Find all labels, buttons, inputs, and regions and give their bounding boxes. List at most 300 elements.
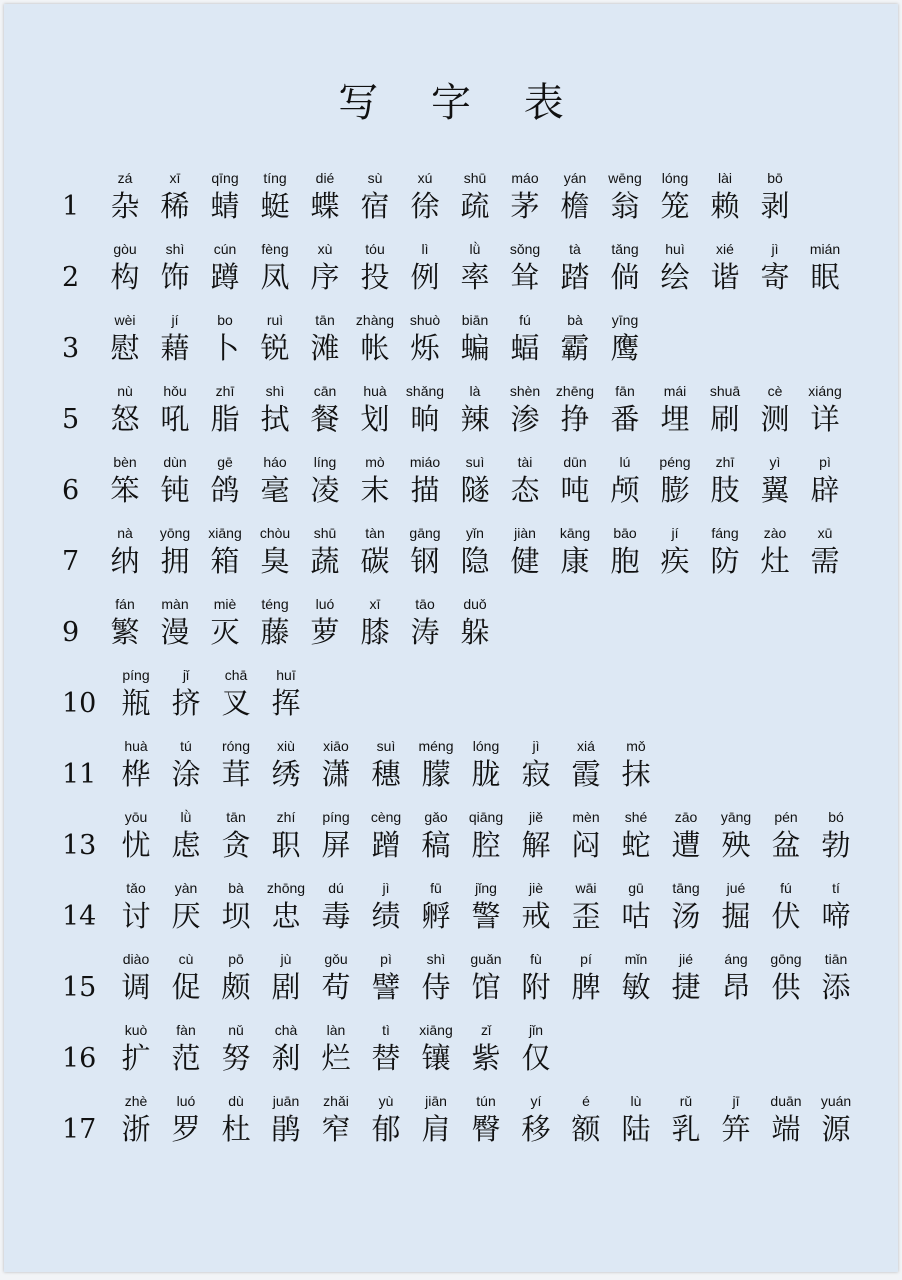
hanzi: 寂	[521, 757, 551, 791]
character-row	[62, 304, 650, 366]
pinyin: jué	[726, 880, 746, 896]
pinyin: xī	[169, 170, 181, 186]
pinyin: gāng	[409, 525, 441, 541]
pinyin: mái	[663, 383, 687, 399]
character-cell	[761, 1093, 811, 1147]
character-cell	[250, 454, 300, 508]
pinyin: tān	[226, 809, 246, 825]
pinyin: wèi	[114, 312, 136, 328]
character-cell	[261, 738, 311, 792]
character-cell	[400, 312, 450, 366]
character-list	[100, 170, 800, 224]
pinyin: bāo	[613, 525, 637, 541]
hanzi: 剧	[271, 970, 301, 1004]
character-cell	[211, 1093, 261, 1147]
pinyin: tíng	[263, 170, 287, 186]
pinyin: shuò	[409, 312, 441, 328]
character-list	[111, 1093, 861, 1147]
pinyin: fū	[430, 880, 442, 896]
character-cell	[200, 383, 250, 437]
character-cell	[111, 880, 161, 934]
hanzi: 赖	[710, 189, 740, 223]
pinyin: zhī	[215, 383, 235, 399]
character-cell	[511, 1022, 561, 1076]
character-cell	[600, 170, 650, 224]
hanzi: 饰	[160, 260, 190, 294]
lesson-number: 15	[62, 972, 97, 1003]
hanzi: 膝	[360, 615, 390, 649]
hanzi: 踏	[560, 260, 590, 294]
character-cell	[611, 738, 661, 792]
hanzi: 躲	[460, 615, 490, 649]
pinyin: pō	[228, 951, 244, 967]
character-cell	[800, 454, 850, 508]
hanzi: 瓶	[121, 686, 151, 720]
character-cell	[400, 596, 450, 650]
hanzi: 稿	[421, 828, 451, 862]
pinyin: nǔ	[228, 1022, 244, 1038]
character-cell	[311, 1022, 361, 1076]
character-cell	[500, 241, 550, 295]
character-cell	[311, 738, 361, 792]
hanzi: 脾	[571, 970, 601, 1004]
hanzi: 屏	[321, 828, 351, 862]
character-cell	[461, 880, 511, 934]
hanzi: 埋	[660, 402, 690, 436]
character-cell	[150, 525, 200, 579]
pinyin: sù	[367, 170, 383, 186]
hanzi: 挣	[560, 402, 590, 436]
pinyin: zhǎi	[323, 1093, 349, 1109]
hanzi: 辣	[460, 402, 490, 436]
pinyin: pì	[819, 454, 831, 470]
character-cell	[311, 880, 361, 934]
pinyin: xiá	[577, 738, 595, 754]
pinyin: zhī	[715, 454, 735, 470]
character-cell	[200, 596, 250, 650]
character-cell	[800, 525, 850, 579]
character-list	[100, 454, 850, 508]
hanzi: 凤	[260, 260, 290, 294]
hanzi: 蝶	[310, 189, 340, 223]
hanzi: 藤	[260, 615, 290, 649]
pinyin: dūn	[563, 454, 587, 470]
pinyin: jǐng	[475, 880, 497, 896]
pinyin: shuā	[709, 383, 741, 399]
pinyin: háo	[263, 454, 287, 470]
hanzi: 供	[771, 970, 801, 1004]
pinyin: qīng	[211, 170, 239, 186]
hanzi: 绘	[660, 260, 690, 294]
hanzi: 稀	[160, 189, 190, 223]
pinyin: xiù	[277, 738, 295, 754]
lesson-number: 2	[62, 262, 80, 293]
hanzi: 膨	[660, 473, 690, 507]
hanzi: 譬	[371, 970, 401, 1004]
pinyin: cān	[313, 383, 337, 399]
character-cell	[400, 383, 450, 437]
hanzi: 凌	[310, 473, 340, 507]
pinyin: zhí	[276, 809, 296, 825]
hanzi: 测	[760, 402, 790, 436]
hanzi: 窄	[321, 1112, 351, 1146]
character-cell	[711, 809, 761, 863]
hanzi: 替	[371, 1041, 401, 1075]
hanzi: 番	[610, 402, 640, 436]
hanzi: 附	[521, 970, 551, 1004]
pinyin: xiāng	[208, 525, 242, 541]
pinyin: cún	[213, 241, 237, 257]
hanzi: 拥	[160, 544, 190, 578]
hanzi: 霸	[560, 331, 590, 365]
character-cell	[150, 383, 200, 437]
hanzi: 鹃	[271, 1112, 301, 1146]
hanzi: 胧	[471, 757, 501, 791]
hanzi: 餐	[310, 402, 340, 436]
character-cell	[261, 951, 311, 1005]
pinyin: tì	[382, 1022, 390, 1038]
hanzi: 笄	[721, 1112, 751, 1146]
pinyin: róng	[221, 738, 251, 754]
pinyin: mǒ	[626, 738, 646, 754]
pinyin: huì	[665, 241, 685, 257]
pinyin: yīng	[611, 312, 639, 328]
hanzi: 叉	[221, 686, 251, 720]
character-cell	[361, 951, 411, 1005]
hanzi: 吨	[560, 473, 590, 507]
hanzi: 讨	[121, 899, 151, 933]
character-cell	[350, 312, 400, 366]
hanzi: 毫	[260, 473, 290, 507]
pinyin: bō	[767, 170, 783, 186]
hanzi: 郁	[371, 1112, 401, 1146]
character-cell	[661, 880, 711, 934]
character-cell	[550, 241, 600, 295]
pinyin: tún	[476, 1093, 496, 1109]
character-cell	[411, 1022, 461, 1076]
character-row	[62, 162, 800, 224]
pinyin: é	[582, 1093, 590, 1109]
character-row	[62, 588, 500, 650]
character-cell	[600, 312, 650, 366]
hanzi: 杜	[221, 1112, 251, 1146]
hanzi: 蹲	[210, 260, 240, 294]
hanzi: 笼	[660, 189, 690, 223]
character-cell	[550, 383, 600, 437]
character-row	[62, 446, 850, 508]
hanzi: 忠	[271, 899, 301, 933]
character-cell	[100, 170, 150, 224]
hanzi: 描	[410, 473, 440, 507]
hanzi: 歪	[571, 899, 601, 933]
pinyin: yàn	[174, 880, 198, 896]
pinyin: xiáng	[808, 383, 842, 399]
character-cell	[150, 170, 200, 224]
character-cell	[511, 738, 561, 792]
character-row	[62, 659, 311, 721]
character-cell	[761, 880, 811, 934]
pinyin: cù	[178, 951, 194, 967]
pinyin: lǜ	[469, 241, 481, 257]
hanzi: 划	[360, 402, 390, 436]
character-cell	[111, 809, 161, 863]
pinyin: qiāng	[468, 809, 504, 825]
hanzi: 掘	[721, 899, 751, 933]
pinyin: màn	[161, 596, 189, 612]
hanzi: 侍	[421, 970, 451, 1004]
character-cell	[161, 951, 211, 1005]
hanzi: 疾	[660, 544, 690, 578]
hanzi: 宿	[360, 189, 390, 223]
hanzi: 钝	[160, 473, 190, 507]
character-cell	[261, 667, 311, 721]
hanzi: 绩	[371, 899, 401, 933]
hanzi: 贪	[221, 828, 251, 862]
character-cell	[650, 241, 700, 295]
character-list	[100, 525, 850, 579]
hanzi: 卜	[210, 331, 240, 365]
hanzi: 需	[810, 544, 840, 578]
character-cell	[500, 312, 550, 366]
hanzi: 寄	[760, 260, 790, 294]
hanzi: 蝠	[510, 331, 540, 365]
character-cell	[150, 312, 200, 366]
character-cell	[561, 951, 611, 1005]
lesson-number: 6	[62, 475, 80, 506]
hanzi: 罗	[171, 1112, 201, 1146]
pinyin: lù	[630, 1093, 642, 1109]
hanzi: 吼	[160, 402, 190, 436]
pinyin: dú	[328, 880, 344, 896]
character-cell	[211, 809, 261, 863]
character-cell	[450, 312, 500, 366]
character-cell	[761, 951, 811, 1005]
hanzi: 遭	[671, 828, 701, 862]
hanzi: 末	[360, 473, 390, 507]
character-cell	[611, 951, 661, 1005]
pinyin: fú	[519, 312, 531, 328]
hanzi: 锐	[260, 331, 290, 365]
pinyin: miáo	[409, 454, 441, 470]
pinyin: zāo	[674, 809, 698, 825]
pinyin: fù	[530, 951, 542, 967]
hanzi: 渗	[510, 402, 540, 436]
hanzi: 序	[310, 260, 340, 294]
character-cell	[250, 383, 300, 437]
pinyin: cè	[767, 383, 783, 399]
character-cell	[211, 738, 261, 792]
pinyin: dùn	[163, 454, 187, 470]
pinyin: huī	[276, 667, 296, 683]
hanzi: 穗	[371, 757, 401, 791]
pinyin: lì	[421, 241, 429, 257]
character-cell	[200, 525, 250, 579]
character-cell	[700, 170, 750, 224]
character-cell	[750, 454, 800, 508]
pinyin: shì	[426, 951, 446, 967]
pinyin: rǔ	[679, 1093, 693, 1109]
hanzi: 肩	[421, 1112, 451, 1146]
hanzi: 翼	[760, 473, 790, 507]
hanzi: 谐	[710, 260, 740, 294]
hanzi: 绣	[271, 757, 301, 791]
pinyin: mèn	[572, 809, 600, 825]
pinyin: cèng	[370, 809, 402, 825]
pinyin: jí	[171, 312, 179, 328]
pinyin: duǒ	[463, 596, 487, 612]
pinyin: jié	[678, 951, 693, 967]
character-row	[62, 872, 861, 934]
character-cell	[650, 454, 700, 508]
pinyin: tāo	[415, 596, 435, 612]
pinyin: zhēng	[555, 383, 595, 399]
hanzi: 态	[510, 473, 540, 507]
pinyin: lǜ	[180, 809, 192, 825]
character-cell	[361, 738, 411, 792]
lesson-number: 11	[62, 759, 97, 790]
character-cell	[650, 525, 700, 579]
character-list	[100, 596, 500, 650]
pinyin: diào	[122, 951, 150, 967]
hanzi: 厌	[171, 899, 201, 933]
hanzi: 殃	[721, 828, 751, 862]
hanzi: 忧	[121, 828, 151, 862]
character-cell	[511, 1093, 561, 1147]
character-cell	[400, 170, 450, 224]
character-cell	[511, 880, 561, 934]
pinyin: jiàn	[514, 525, 536, 541]
character-cell	[450, 454, 500, 508]
character-cell	[261, 1022, 311, 1076]
character-cell	[611, 809, 661, 863]
hanzi: 颅	[610, 473, 640, 507]
pinyin: dié	[315, 170, 335, 186]
character-cell	[561, 1093, 611, 1147]
character-cell	[400, 454, 450, 508]
character-cell	[650, 383, 700, 437]
hanzi: 扩	[121, 1041, 151, 1075]
hanzi: 笨	[110, 473, 140, 507]
pinyin: luó	[176, 1093, 196, 1109]
character-cell	[811, 809, 861, 863]
pinyin: gē	[217, 454, 233, 470]
character-cell	[300, 241, 350, 295]
hanzi: 晌	[410, 402, 440, 436]
character-cell	[211, 880, 261, 934]
character-cell	[750, 241, 800, 295]
hanzi: 健	[510, 544, 540, 578]
hanzi: 翁	[610, 189, 640, 223]
character-cell	[400, 525, 450, 579]
pinyin: jiě	[528, 809, 543, 825]
pinyin: miè	[213, 596, 237, 612]
hanzi: 茅	[510, 189, 540, 223]
lesson-number: 9	[62, 617, 80, 648]
character-list	[100, 383, 850, 437]
pinyin: lóng	[472, 738, 500, 754]
hanzi: 警	[471, 899, 501, 933]
lesson-number: 1	[62, 191, 80, 222]
character-cell	[100, 312, 150, 366]
pinyin: áng	[724, 951, 748, 967]
hanzi: 烂	[321, 1041, 351, 1075]
lesson-number: 3	[62, 333, 80, 364]
hanzi: 孵	[421, 899, 451, 933]
character-cell	[511, 951, 561, 1005]
hanzi: 详	[810, 402, 840, 436]
character-cell	[500, 525, 550, 579]
character-cell	[550, 525, 600, 579]
hanzi: 潇	[321, 757, 351, 791]
pinyin: tí	[832, 880, 840, 896]
character-cell	[500, 383, 550, 437]
character-cell	[500, 170, 550, 224]
character-cell	[300, 454, 350, 508]
character-cell	[461, 1022, 511, 1076]
character-cell	[111, 951, 161, 1005]
hanzi: 率	[460, 260, 490, 294]
lesson-number: 14	[62, 901, 97, 932]
hanzi: 例	[410, 260, 440, 294]
character-cell	[461, 1093, 511, 1147]
hanzi: 徐	[410, 189, 440, 223]
hanzi: 坝	[221, 899, 251, 933]
character-cell	[450, 170, 500, 224]
hanzi: 鹰	[610, 331, 640, 365]
lesson-number: 10	[62, 688, 97, 719]
character-cell	[361, 880, 411, 934]
hanzi: 蛇	[621, 828, 651, 862]
character-cell	[111, 738, 161, 792]
hanzi: 蜻	[210, 189, 240, 223]
character-cell	[661, 951, 711, 1005]
character-cell	[661, 1093, 711, 1147]
pinyin: téng	[261, 596, 289, 612]
lesson-number: 13	[62, 830, 97, 861]
hanzi: 胞	[610, 544, 640, 578]
pinyin: tàn	[365, 525, 385, 541]
lesson-number: 16	[62, 1043, 97, 1074]
character-cell	[150, 596, 200, 650]
character-cell	[750, 170, 800, 224]
character-cell	[350, 241, 400, 295]
hanzi: 虑	[171, 828, 201, 862]
hanzi: 昂	[721, 970, 751, 1004]
character-cell	[511, 809, 561, 863]
pinyin: tǎng	[611, 241, 639, 257]
pinyin: huà	[363, 383, 387, 399]
character-cell	[600, 241, 650, 295]
character-cell	[150, 241, 200, 295]
hanzi: 疏	[460, 189, 490, 223]
hanzi: 职	[271, 828, 301, 862]
pinyin: jī	[732, 1093, 740, 1109]
lesson-number: 7	[62, 546, 80, 577]
hanzi: 耸	[510, 260, 540, 294]
pinyin: péng	[659, 454, 691, 470]
hanzi: 涛	[410, 615, 440, 649]
character-cell	[461, 951, 511, 1005]
hanzi: 紫	[471, 1041, 501, 1075]
hanzi: 构	[110, 260, 140, 294]
character-cell	[100, 525, 150, 579]
pinyin: fèng	[261, 241, 289, 257]
pinyin: yí	[530, 1093, 542, 1109]
pinyin: yōng	[159, 525, 191, 541]
pinyin: dù	[228, 1093, 244, 1109]
pinyin: chà	[274, 1022, 298, 1038]
character-cell	[300, 312, 350, 366]
